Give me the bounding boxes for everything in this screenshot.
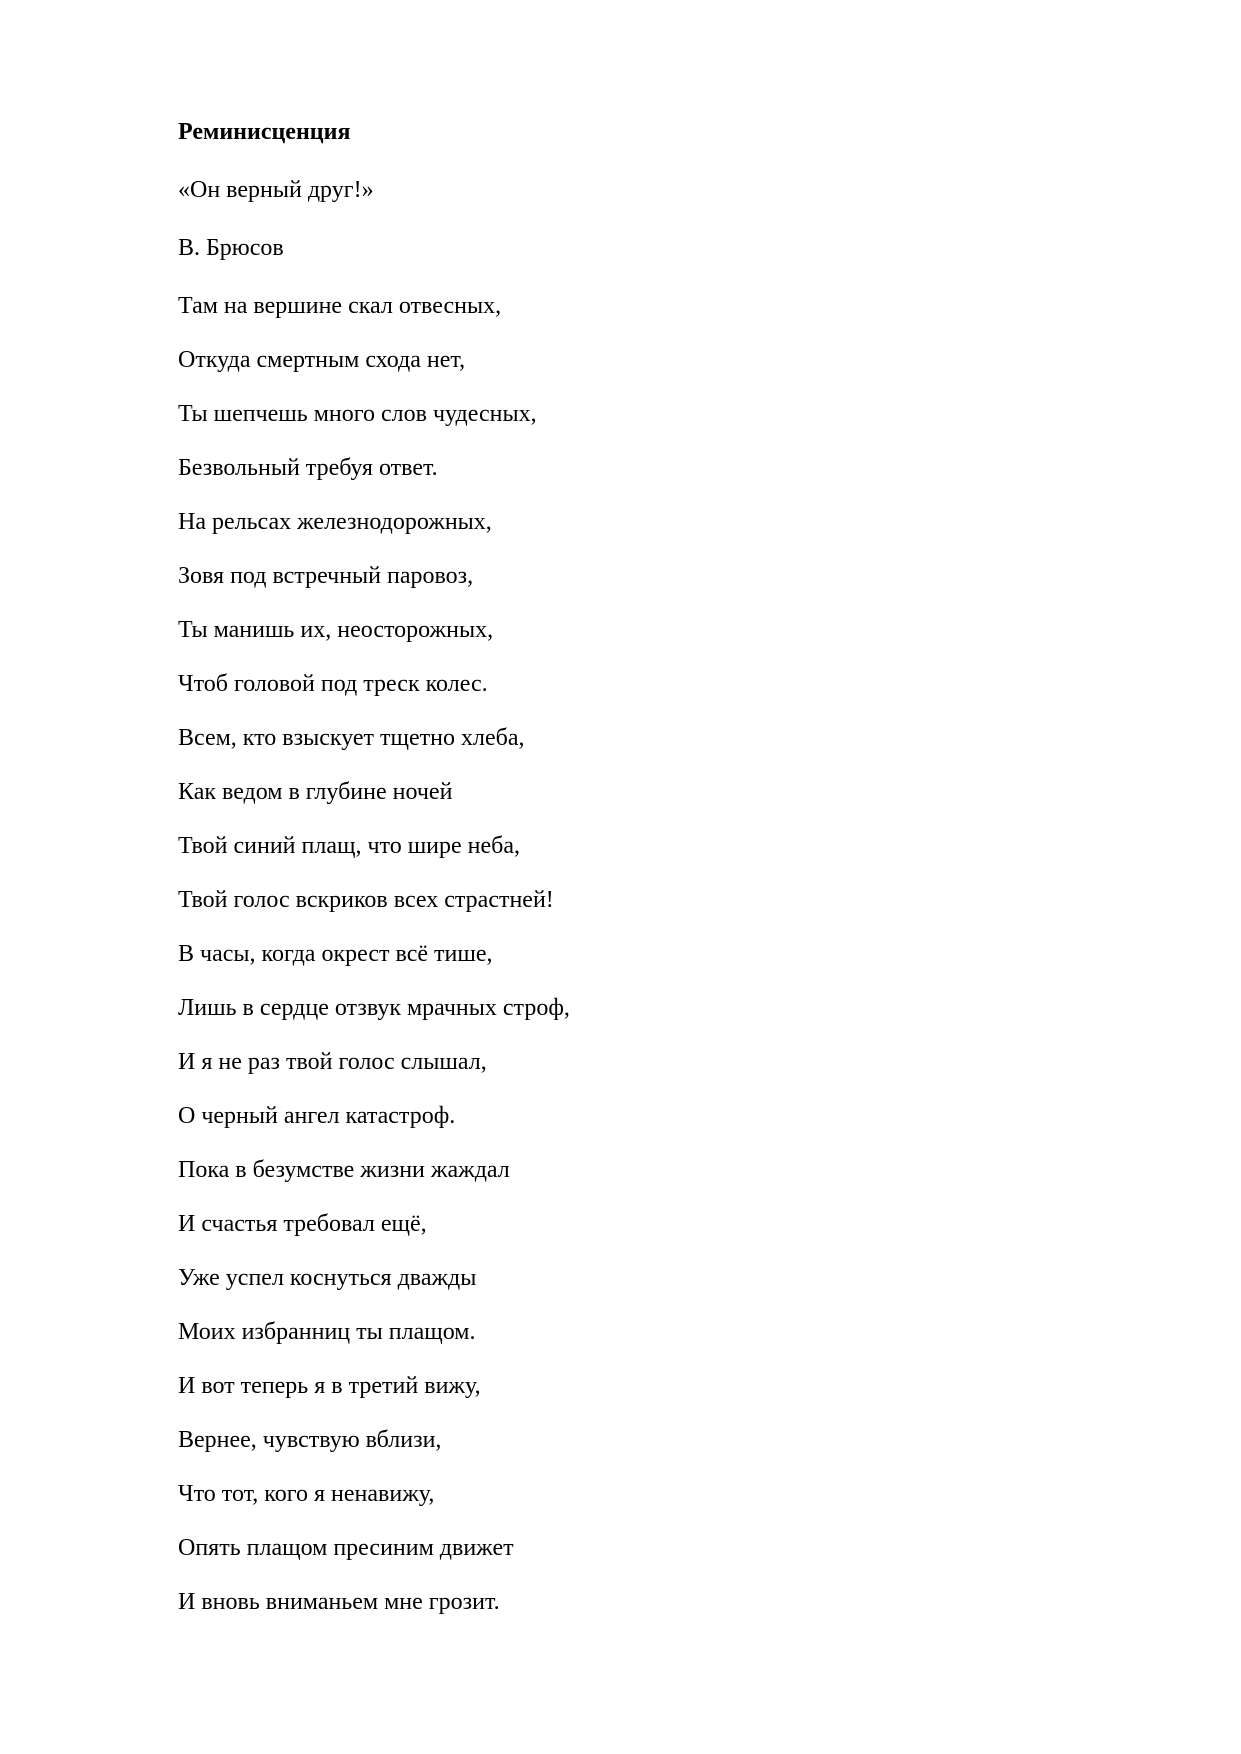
poem-title: Реминисценция [178,119,351,145]
poem-line: И я не раз твой голос слышал, [178,1049,487,1075]
poem-line: И вновь вниманьем мне грозит. [178,1589,500,1615]
poem-line: Ты шепчешь много слов чудесных, [178,401,537,427]
poem-line: В часы, когда окрест всё тише, [178,941,493,967]
poem-line: Опять плащом пресиним движет [178,1535,514,1561]
poem-line: Безвольный требуя ответ. [178,455,438,481]
epigraph-quote: «Он верный друг!» [178,177,374,203]
poem-lines [178,288,1178,1620]
poem-line: Зовя под встречный паровоз, [178,563,474,589]
poem-line: Чтоб головой под треск колес. [178,671,488,697]
poem-line: Моих избранниц ты плащом. [178,1319,476,1345]
poem-line: Вернее, чувствую вблизи, [178,1427,442,1453]
epigraph-author: В. Брюсов [178,235,284,261]
poem-line: И счастья требовал ещё, [178,1211,427,1237]
poem-line: Лишь в сердце отзвук мрачных строф, [178,995,570,1021]
poem-line: Твой синий плащ, что шире неба, [178,833,521,859]
poem-line: Откуда смертным схода нет, [178,347,466,373]
poem-text-block [178,114,1178,1638]
poem-line: Что тот, кого я ненавижу, [178,1481,435,1507]
poem-line: И вот теперь я в третий вижу, [178,1373,481,1399]
poem-line: Ты манишь их, неосторожных, [178,617,494,643]
poem-line: Пока в безумстве жизни жаждал [178,1157,510,1183]
poem-line: На рельсах железнодорожных, [178,509,492,535]
poem-line: Твой голос вскриков всех страстней! [178,887,554,913]
poem-line: О черный ангел катастроф. [178,1103,456,1129]
poem-line: Всем, кто взыскует тщетно хлеба, [178,725,525,751]
poem-line: Как ведом в глубине ночей [178,779,453,805]
poem-line: Там на вершине скал отвесных, [178,293,502,319]
poem-line: Уже успел коснуться дважды [178,1265,477,1291]
